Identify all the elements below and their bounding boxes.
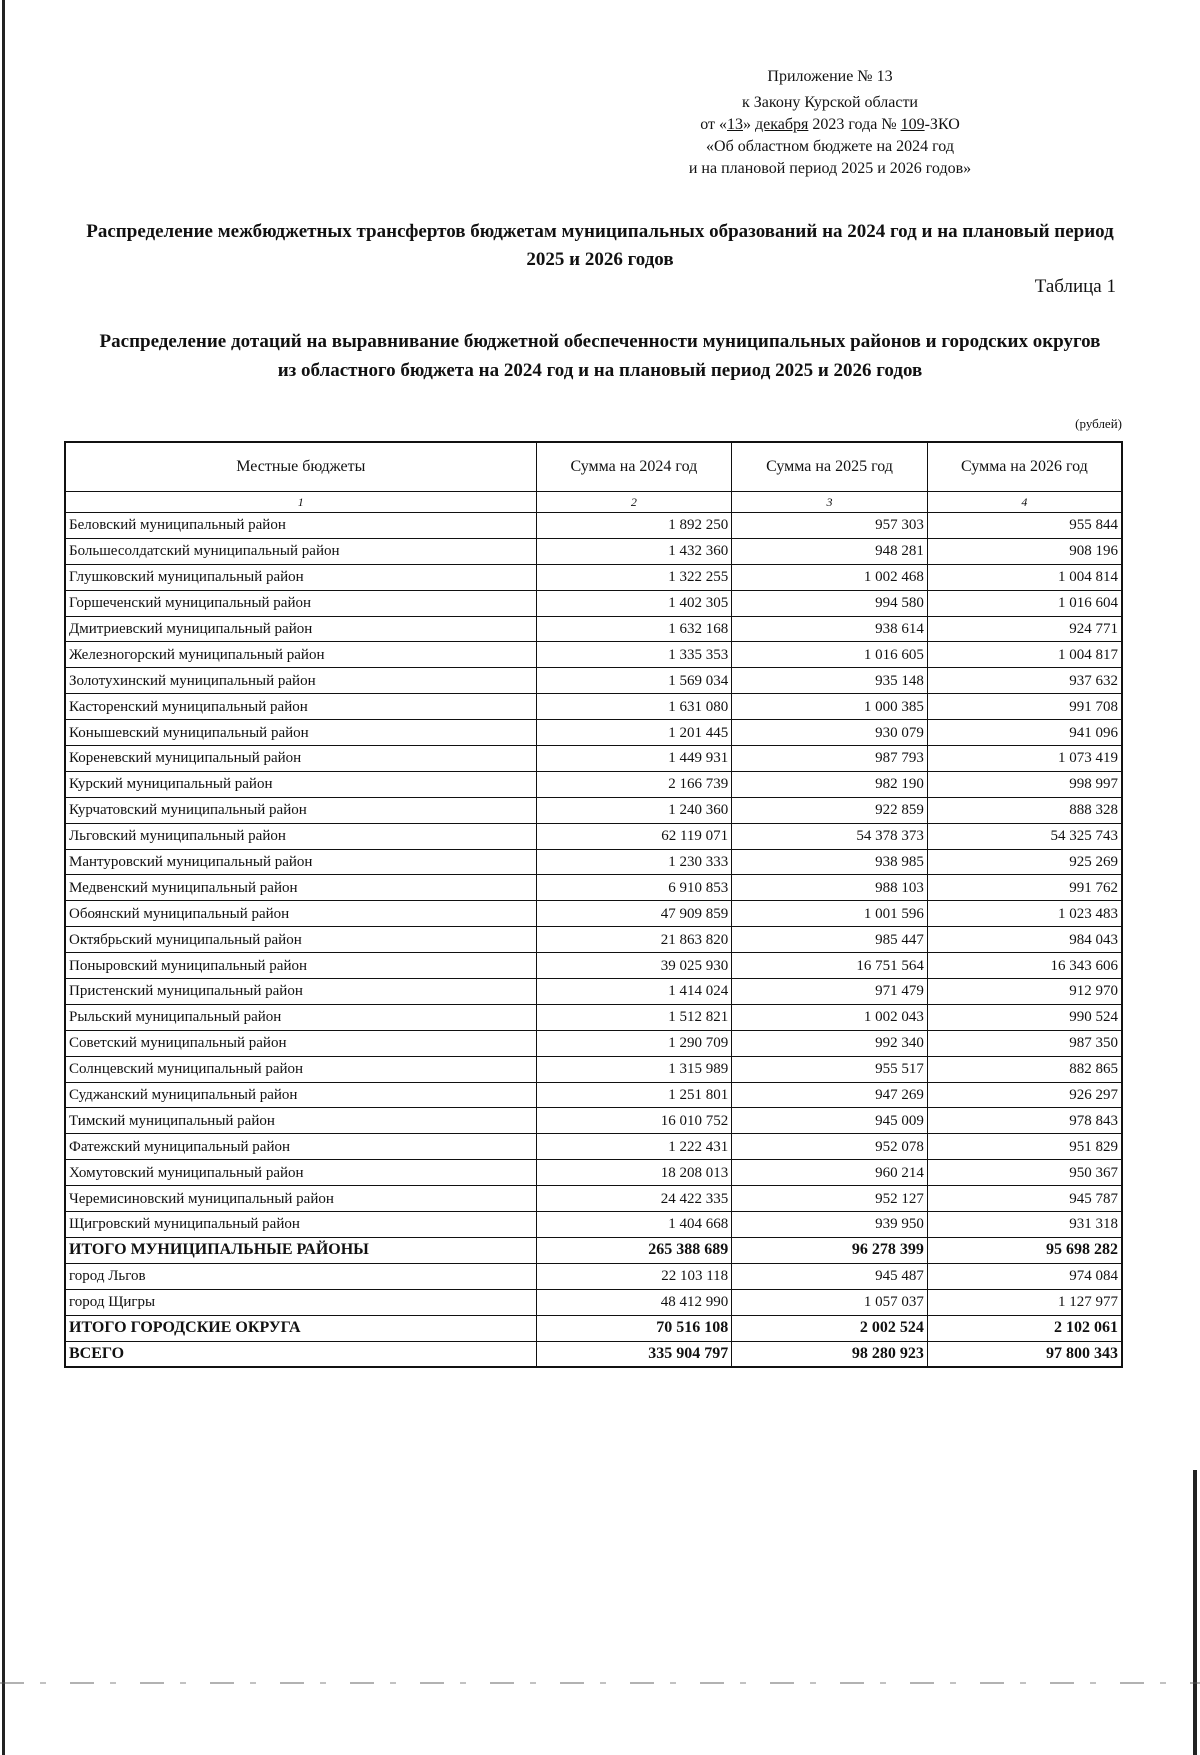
amount-cell: 54 378 373 <box>732 823 928 849</box>
column-header: Сумма на 2026 год <box>927 442 1122 492</box>
budget-name-cell: ИТОГО ГОРОДСКИЕ ОКРУГА <box>65 1315 536 1341</box>
amount-cell: 1 251 801 <box>536 1082 732 1108</box>
amount-cell: 1 016 604 <box>927 590 1122 616</box>
amount-cell: 1 512 821 <box>536 1004 732 1030</box>
table-row <box>65 1056 1122 1082</box>
amount-cell: 985 447 <box>732 927 928 953</box>
main-title: Распределение межбюджетных трансфертов бюджетам муниципальных образований на 2024 год и на плановый период 2025 и 2026 годов <box>86 221 1114 270</box>
table-row <box>65 538 1122 564</box>
units-label: (рублей) <box>1075 416 1122 431</box>
table-row <box>65 642 1122 668</box>
column-number: 1 <box>65 492 536 513</box>
amount-cell: 1 004 817 <box>927 642 1122 668</box>
amount-cell: 925 269 <box>927 849 1122 875</box>
budget-name-cell: Касторенский муниципальный район <box>65 694 536 720</box>
amount-cell: 6 910 853 <box>536 875 732 901</box>
budget-name-cell: Медвенский муниципальный район <box>65 875 536 901</box>
amount-cell: 1 201 445 <box>536 720 732 746</box>
amount-cell: 265 388 689 <box>536 1237 732 1263</box>
amount-cell: 1 631 080 <box>536 694 732 720</box>
budget-name-cell: Кореневский муниципальный район <box>65 746 536 772</box>
budget-name-cell: Горшеченский муниципальный район <box>65 590 536 616</box>
amount-cell: 939 950 <box>732 1212 928 1238</box>
amount-cell: 1 322 255 <box>536 564 732 590</box>
table-row <box>65 1212 1122 1238</box>
amount-cell: 1 632 168 <box>536 616 732 642</box>
amount-cell: 1 432 360 <box>536 538 732 564</box>
amount-cell: 935 148 <box>732 668 928 694</box>
budget-name-cell: Рыльский муниципальный район <box>65 1004 536 1030</box>
amount-cell: 971 479 <box>732 979 928 1005</box>
table-row <box>65 849 1122 875</box>
amount-cell: 1 016 605 <box>732 642 928 668</box>
amount-cell: 96 278 399 <box>732 1237 928 1263</box>
table-row <box>65 590 1122 616</box>
amount-cell: 2 102 061 <box>927 1315 1122 1341</box>
budget-name-cell: Хомутовский муниципальный район <box>65 1160 536 1186</box>
amount-cell: 978 843 <box>927 1108 1122 1134</box>
budget-name-cell: Солнцевский муниципальный район <box>65 1056 536 1082</box>
amount-cell: 955 844 <box>927 513 1122 539</box>
budget-name-cell: город Щигры <box>65 1289 536 1315</box>
amount-cell: 54 325 743 <box>927 823 1122 849</box>
amount-cell: 47 909 859 <box>536 901 732 927</box>
scan-edge <box>2 0 5 1755</box>
column-number-row <box>65 492 1122 513</box>
amount-cell: 945 787 <box>927 1186 1122 1212</box>
table-row <box>65 901 1122 927</box>
amount-cell: 1 449 931 <box>536 746 732 772</box>
table-row <box>65 953 1122 979</box>
amount-cell: 998 997 <box>927 771 1122 797</box>
appendix-law-ref: к Закону Курской области <box>742 94 918 111</box>
amount-cell: 1 290 709 <box>536 1030 732 1056</box>
amount-cell: 62 119 071 <box>536 823 732 849</box>
appendix-number: Приложение № 13 <box>767 68 893 85</box>
amount-cell: 984 043 <box>927 927 1122 953</box>
budget-name-cell: Конышевский муниципальный район <box>65 720 536 746</box>
budget-name-cell: Мантуровский муниципальный район <box>65 849 536 875</box>
appendix-law-title-cont: и на плановой период 2025 и 2026 годов» <box>688 160 972 177</box>
amount-cell: 1 000 385 <box>732 694 928 720</box>
table-row <box>65 1186 1122 1212</box>
budget-name-cell: Советский муниципальный район <box>65 1030 536 1056</box>
budget-name-cell: Золотухинский муниципальный район <box>65 668 536 694</box>
table-row <box>65 1160 1122 1186</box>
table-row <box>65 513 1122 539</box>
table-total-row <box>65 1315 1122 1341</box>
appendix-header <box>600 66 1060 180</box>
table-row <box>65 979 1122 1005</box>
amount-cell: 1 402 305 <box>536 590 732 616</box>
budget-name-cell: Большесолдатский муниципальный район <box>65 538 536 564</box>
column-number: 3 <box>732 492 928 513</box>
amount-cell: 1 892 250 <box>536 513 732 539</box>
amount-cell: 957 303 <box>732 513 928 539</box>
budget-name-cell: Железногорский муниципальный район <box>65 642 536 668</box>
amount-cell: 1 404 668 <box>536 1212 732 1238</box>
table-row <box>65 1004 1122 1030</box>
amount-cell: 1 127 977 <box>927 1289 1122 1315</box>
budget-name-cell: Поныровский муниципальный район <box>65 953 536 979</box>
amount-cell: 994 580 <box>732 590 928 616</box>
budget-name-cell: Обоянский муниципальный район <box>65 901 536 927</box>
table-total-row <box>65 1341 1122 1367</box>
table-body <box>65 513 1122 1368</box>
amount-cell: 947 269 <box>732 1082 928 1108</box>
column-header: Местные бюджеты <box>65 442 536 492</box>
amount-cell: 991 708 <box>927 694 1122 720</box>
budget-name-cell: город Льгов <box>65 1263 536 1289</box>
scan-artifact <box>0 1682 1200 1684</box>
amount-cell: 1 335 353 <box>536 642 732 668</box>
amount-cell: 938 985 <box>732 849 928 875</box>
budget-name-cell: ИТОГО МУНИЦИПАЛЬНЫЕ РАЙОНЫ <box>65 1237 536 1263</box>
amount-cell: 930 079 <box>732 720 928 746</box>
budget-name-cell: Щигровский муниципальный район <box>65 1212 536 1238</box>
table-row <box>65 746 1122 772</box>
amount-cell: 952 127 <box>732 1186 928 1212</box>
amount-cell: 16 010 752 <box>536 1108 732 1134</box>
amount-cell: 2 166 739 <box>536 771 732 797</box>
amount-cell: 882 865 <box>927 1056 1122 1082</box>
amount-cell: 987 793 <box>732 746 928 772</box>
amount-cell: 926 297 <box>927 1082 1122 1108</box>
table-row <box>65 668 1122 694</box>
amount-cell: 95 698 282 <box>927 1237 1122 1263</box>
amount-cell: 955 517 <box>732 1056 928 1082</box>
amount-cell: 938 614 <box>732 616 928 642</box>
budget-name-cell: Глушковский муниципальный район <box>65 564 536 590</box>
amount-cell: 941 096 <box>927 720 1122 746</box>
scan-edge <box>1193 1470 1197 1755</box>
column-header: Сумма на 2024 год <box>536 442 732 492</box>
table-row <box>65 1263 1122 1289</box>
table-row <box>65 875 1122 901</box>
table-row <box>65 694 1122 720</box>
amount-cell: 951 829 <box>927 1134 1122 1160</box>
table-row <box>65 823 1122 849</box>
budget-name-cell: Курский муниципальный район <box>65 771 536 797</box>
budget-name-cell: Курчатовский муниципальный район <box>65 797 536 823</box>
amount-cell: 1 230 333 <box>536 849 732 875</box>
amount-cell: 924 771 <box>927 616 1122 642</box>
amount-cell: 952 078 <box>732 1134 928 1160</box>
amount-cell: 22 103 118 <box>536 1263 732 1289</box>
table-total-row <box>65 1237 1122 1263</box>
table-row <box>65 1082 1122 1108</box>
table-label: Таблица 1 <box>1034 276 1116 297</box>
amount-cell: 960 214 <box>732 1160 928 1186</box>
amount-cell: 988 103 <box>732 875 928 901</box>
table-row <box>65 720 1122 746</box>
appendix-date-line: от «13» декабря 2023 года № 109-ЗКО <box>700 116 960 133</box>
amount-cell: 1 315 989 <box>536 1056 732 1082</box>
table-row <box>65 616 1122 642</box>
amount-cell: 1 222 431 <box>536 1134 732 1160</box>
subsidy-table <box>64 441 1123 1368</box>
budget-name-cell: Фатежский муниципальный район <box>65 1134 536 1160</box>
amount-cell: 1 240 360 <box>536 797 732 823</box>
amount-cell: 908 196 <box>927 538 1122 564</box>
table-row <box>65 797 1122 823</box>
table-row <box>65 1030 1122 1056</box>
amount-cell: 990 524 <box>927 1004 1122 1030</box>
amount-cell: 945 009 <box>732 1108 928 1134</box>
budget-name-cell: ВСЕГО <box>65 1341 536 1367</box>
budget-name-cell: Дмитриевский муниципальный район <box>65 616 536 642</box>
amount-cell: 98 280 923 <box>732 1341 928 1367</box>
amount-cell: 1 002 043 <box>732 1004 928 1030</box>
amount-cell: 888 328 <box>927 797 1122 823</box>
budget-name-cell: Беловский муниципальный район <box>65 513 536 539</box>
amount-cell: 948 281 <box>732 538 928 564</box>
amount-cell: 982 190 <box>732 771 928 797</box>
table-row <box>65 1134 1122 1160</box>
amount-cell: 1 073 419 <box>927 746 1122 772</box>
budget-name-cell: Пристенский муниципальный район <box>65 979 536 1005</box>
budget-name-cell: Тимский муниципальный район <box>65 1108 536 1134</box>
budget-name-cell: Льговский муниципальный район <box>65 823 536 849</box>
amount-cell: 48 412 990 <box>536 1289 732 1315</box>
amount-cell: 1 001 596 <box>732 901 928 927</box>
amount-cell: 992 340 <box>732 1030 928 1056</box>
amount-cell: 16 751 564 <box>732 953 928 979</box>
amount-cell: 1 569 034 <box>536 668 732 694</box>
table-row <box>65 1289 1122 1315</box>
amount-cell: 991 762 <box>927 875 1122 901</box>
amount-cell: 922 859 <box>732 797 928 823</box>
amount-cell: 97 800 343 <box>927 1341 1122 1367</box>
amount-cell: 945 487 <box>732 1263 928 1289</box>
amount-cell: 39 025 930 <box>536 953 732 979</box>
appendix-law-title: «Об областном бюджете на 2024 год <box>706 138 954 155</box>
table-row <box>65 927 1122 953</box>
column-number: 4 <box>927 492 1122 513</box>
amount-cell: 931 318 <box>927 1212 1122 1238</box>
amount-cell: 1 414 024 <box>536 979 732 1005</box>
table-row <box>65 564 1122 590</box>
amount-cell: 18 208 013 <box>536 1160 732 1186</box>
amount-cell: 974 084 <box>927 1263 1122 1289</box>
amount-cell: 1 004 814 <box>927 564 1122 590</box>
table-row <box>65 771 1122 797</box>
amount-cell: 1 057 037 <box>732 1289 928 1315</box>
budget-name-cell: Октябрьский муниципальный район <box>65 927 536 953</box>
amount-cell: 24 422 335 <box>536 1186 732 1212</box>
budget-name-cell: Суджанский муниципальный район <box>65 1082 536 1108</box>
amount-cell: 937 632 <box>927 668 1122 694</box>
amount-cell: 1 002 468 <box>732 564 928 590</box>
column-header: Сумма на 2025 год <box>732 442 928 492</box>
amount-cell: 21 863 820 <box>536 927 732 953</box>
table-header-row <box>65 442 1122 492</box>
amount-cell: 2 002 524 <box>732 1315 928 1341</box>
column-number: 2 <box>536 492 732 513</box>
table-title: Распределение дотаций на выравнивание бюджетной обеспеченности муниципальных районов и городских округов из областного бюджета на 2024 год и на плановый период 2025 и 2026 годов <box>99 331 1101 381</box>
amount-cell: 70 516 108 <box>536 1315 732 1341</box>
amount-cell: 335 904 797 <box>536 1341 732 1367</box>
budget-name-cell: Черемисиновский муниципальный район <box>65 1186 536 1212</box>
amount-cell: 16 343 606 <box>927 953 1122 979</box>
amount-cell: 987 350 <box>927 1030 1122 1056</box>
amount-cell: 1 023 483 <box>927 901 1122 927</box>
amount-cell: 912 970 <box>927 979 1122 1005</box>
amount-cell: 950 367 <box>927 1160 1122 1186</box>
table-row <box>65 1108 1122 1134</box>
